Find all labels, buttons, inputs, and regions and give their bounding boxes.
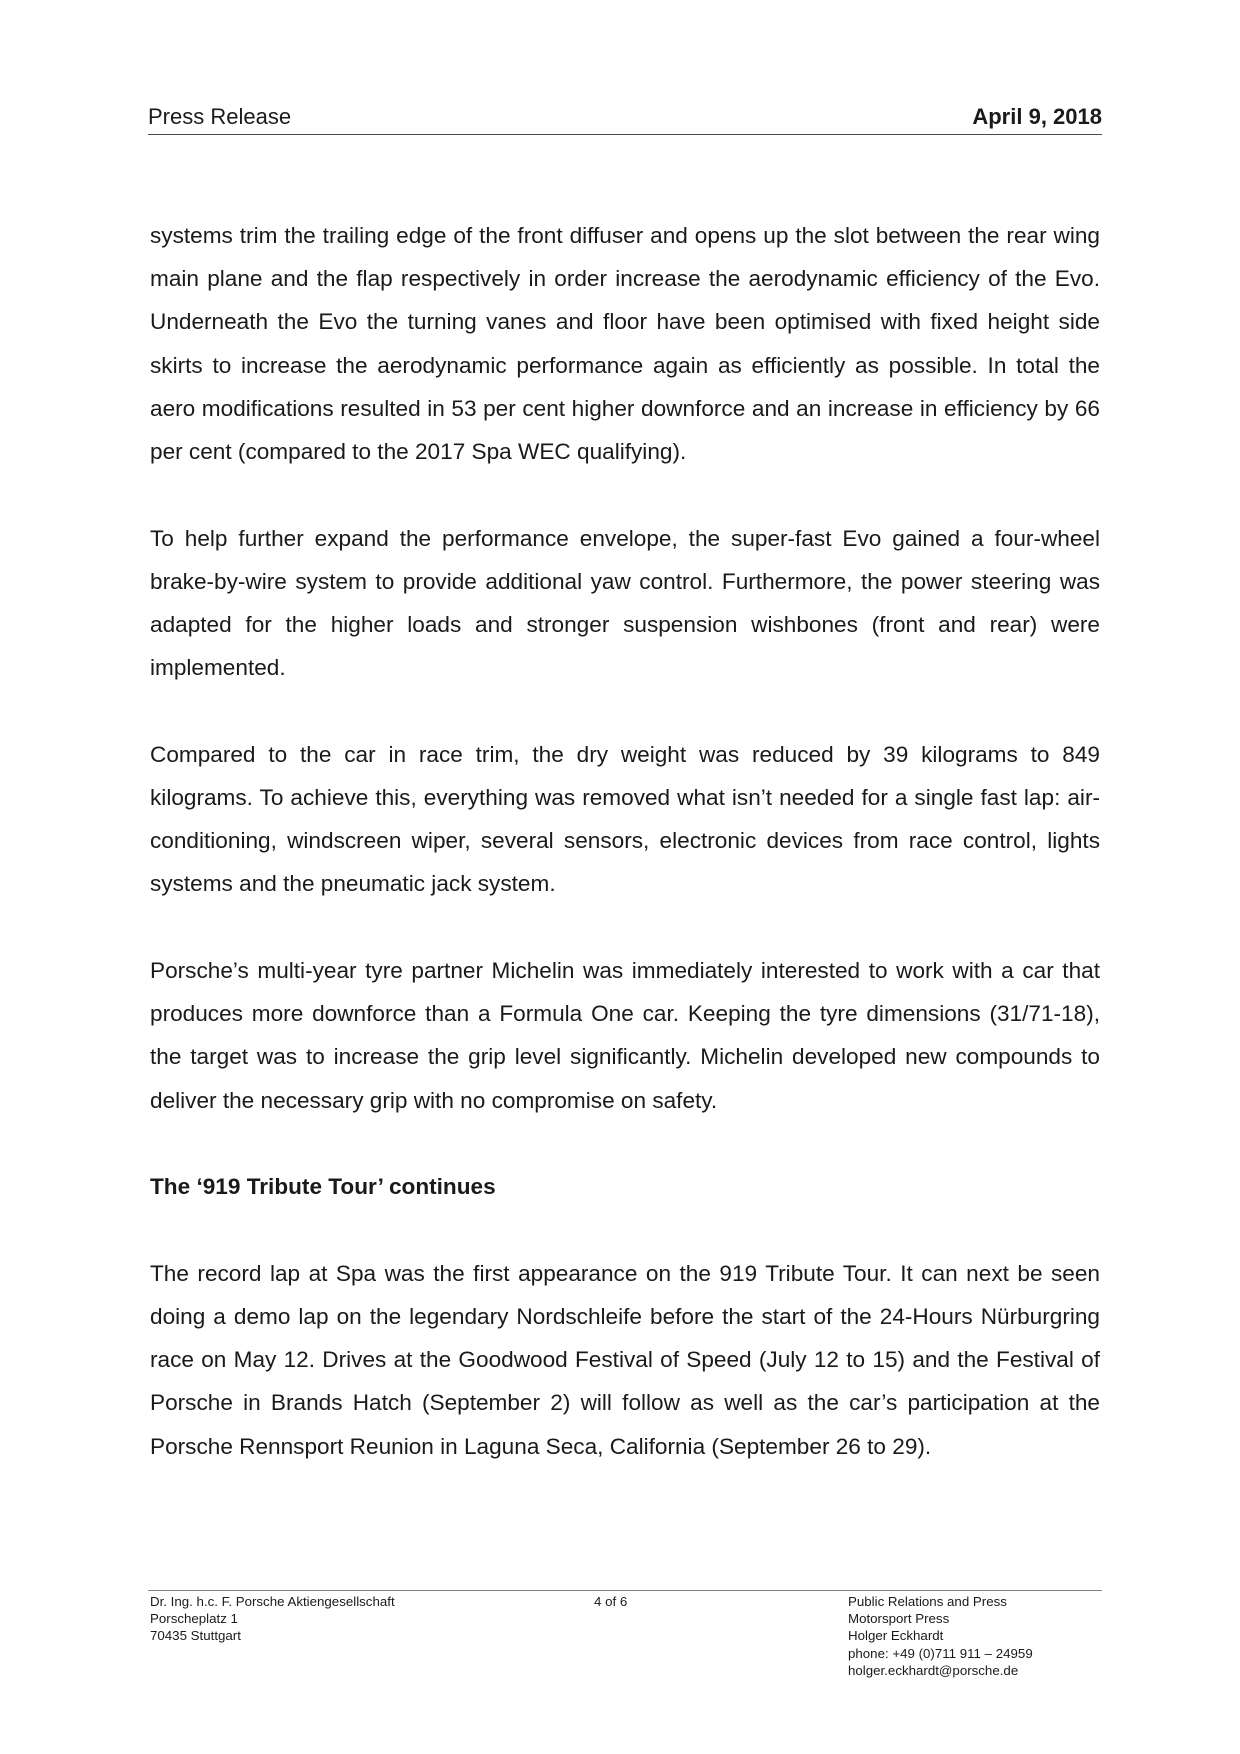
company-name: Dr. Ing. h.c. F. Porsche Aktiengesellschaft [150, 1594, 395, 1609]
document-body [150, 214, 1100, 1511]
paragraph-brakes: To help further expand the performance envelope, the super-fast Evo gained a four-wheel brake-by-wire system to provide additional yaw control. Furthermore, the power steering was adapted for the higher loads and stronger suspension wishbones (front and rear) were implemented. [150, 525, 1100, 681]
release-date: April 9, 2018 [972, 104, 1102, 129]
contact-division: Motorsport Press [848, 1611, 950, 1627]
page-header [148, 98, 1102, 135]
contact-email: holger.eckhardt@porsche.de [848, 1662, 1019, 1678]
paragraph-aero: systems trim the trailing edge of the front diffuser and opens up the slot between the rear wing main plane and the flap respectively in order increase the aerodynamic efficiency of the Evo. Underneath the Evo the turning vanes and floor have been optimised with fixed height side skirts to increase the aerodynamic performance again as efficiently as possible. In total the aero modifications resulted in 53 per cent higher downforce and an increase in efficiency by 66 per cent (compared to the 2017 Spa WEC qualifying). [150, 223, 1100, 465]
document-type: Press Release [148, 104, 292, 129]
company-city: 70435 Stuttgart [150, 1628, 241, 1644]
page-footer [148, 1590, 1102, 1678]
contact-phone: phone: +49 (0)711 911 – 24959 [848, 1645, 1033, 1661]
contact-department: Public Relations and Press [848, 1594, 1007, 1609]
contact-person: Holger Eckhardt [848, 1628, 944, 1644]
press-contact [848, 1593, 1033, 1679]
paragraph-tour: The record lap at Spa was the first appearance on the 919 Tribute Tour. It can next be seen doing a demo lap on the legendary Nordschleife before the start of the 24-Hours Nürburgring race on May 12. Drives at the Goodwood Festival of Speed (July 12 to 15) and the Festival of Porsche in Brands Hatch (September 2) will follow as well as the car’s participation at the Porsche Rennsport Reunion in Laguna Seca, California (September 26 to 29). [150, 1260, 1100, 1459]
paragraph-tyres: Porsche’s multi-year tyre partner Michelin was immediately interested to work with a car that produces more downforce than a Formula One car. Keeping the tyre dimensions (31/71-18), the target was to increase the grip level significantly. Michelin developed new compounds to deliver the necessary grip with no compromise on safety. [150, 958, 1100, 1113]
section-heading: The ‘919 Tribute Tour’ continues [150, 1174, 496, 1200]
company-street: Porscheplatz 1 [150, 1611, 238, 1627]
paragraph-weight: Compared to the car in race trim, the dry weight was reduced by 39 kilograms to 849 kilograms. To achieve this, everything was removed what isn’t needed for a single fast lap: air-conditioning, windscreen wiper, several sensors, electronic devices from race control, lights systems and the pneumatic jack system. [150, 741, 1100, 897]
page-number: 4 of 6 [594, 1594, 628, 1609]
company-address [150, 1593, 395, 1645]
